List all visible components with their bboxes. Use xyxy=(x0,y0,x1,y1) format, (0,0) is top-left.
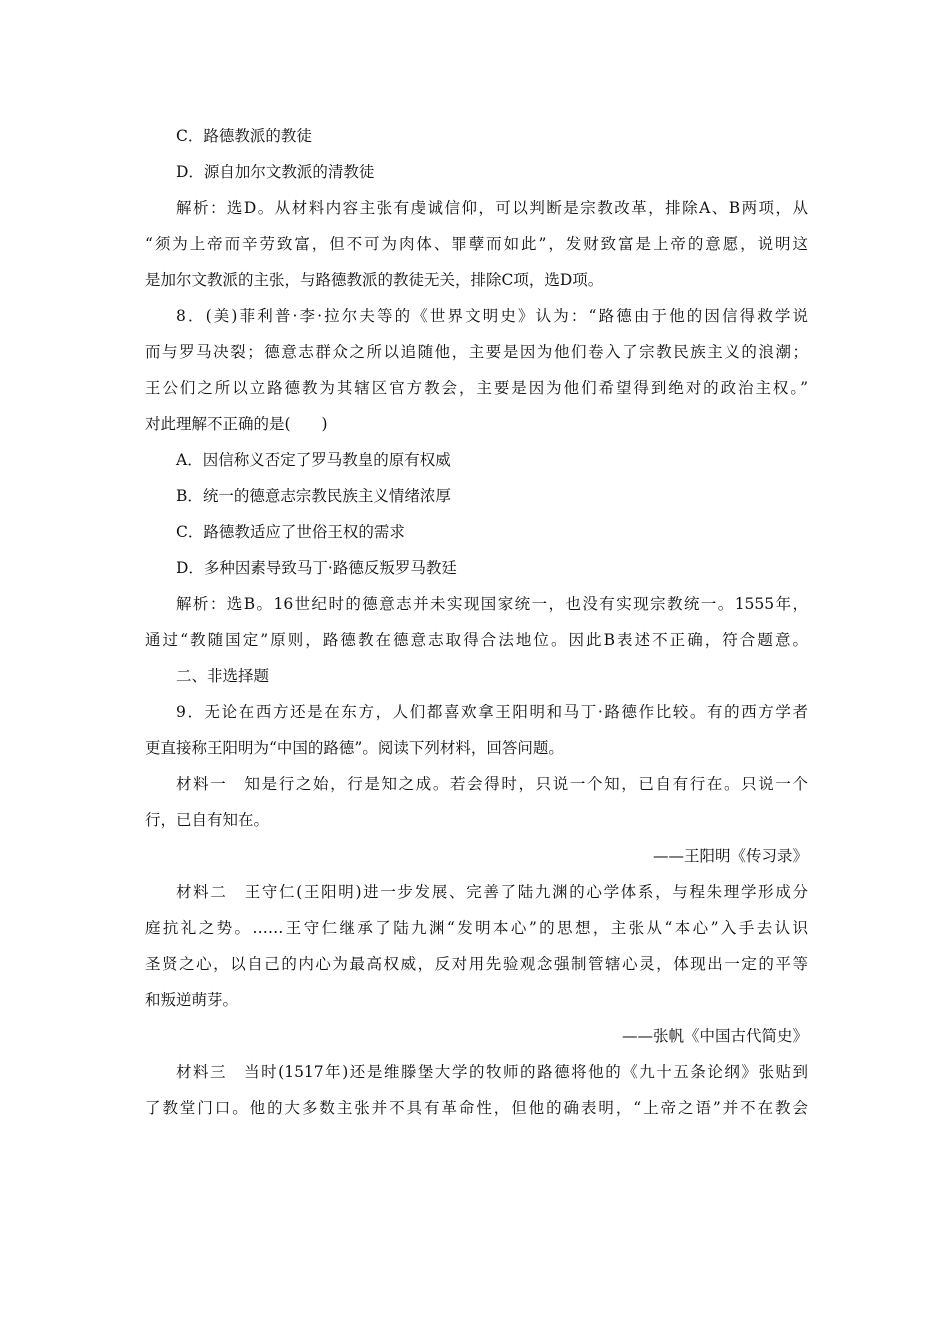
text-line: “须为上帝而辛劳致富，但不可为肉体、罪孽而如此”，发财致富是上帝的意愿，说明这 xyxy=(145,235,808,253)
text-line: 行，已自有知在。 xyxy=(145,811,270,829)
text-line: 二、非选择题 xyxy=(176,667,270,685)
text-line: 8．(美)菲利普·李·拉尔夫等的《世界文明史》认为：“路德由于他的因信得救学说 xyxy=(176,307,808,325)
text-line: D．源自加尔文教派的清教徒 xyxy=(176,163,375,181)
text-line: 9．无论在西方还是在东方，人们都喜欢拿王阳明和马丁·路德作比较。有的西方学者 xyxy=(176,703,808,721)
text-line: 材料三 当时(1517年)还是维滕堡大学的牧师的路德将他的《九十五条论纲》张贴到 xyxy=(176,1063,808,1081)
text-line: 解析：选B。16世纪时的德意志并未实现国家统一，也没有实现宗教统一。1555年， xyxy=(176,595,808,613)
text-line: 王公们之所以立路德教为其辖区官方教会，主要是因为他们希望得到绝对的政治主权。” xyxy=(145,379,808,397)
text-line: A．因信称义否定了罗马教皇的原有权威 xyxy=(176,451,451,469)
text-line: 对此理解不正确的是( ) xyxy=(145,415,328,433)
text-line: 材料一 知是行之始，行是知之成。若会得时，只说一个知，已自有行在。只说一个 xyxy=(176,775,808,793)
text-line: 更直接称王阳明为“中国的路德”。阅读下列材料，回答问题。 xyxy=(145,739,564,757)
text-line: 了教堂门口。他的大多数主张并不具有革命性，但他的确表明，“上帝之语”并不在教会 xyxy=(145,1099,808,1117)
text-line: 解析：选D。从材料内容主张有虔诚信仰，可以判断是宗教改革，排除A、B两项，从 xyxy=(176,199,808,217)
text-line: D．多种因素导致马丁·路德反叛罗马教廷 xyxy=(176,559,457,577)
text-line: 庭抗礼之势。……王守仁继承了陆九渊“发明本心”的思想，主张从“本心”入手去认识 xyxy=(145,919,808,937)
document-page xyxy=(145,118,808,1126)
text-line: C．路德教适应了世俗王权的需求 xyxy=(176,523,405,541)
text-line: 而与罗马决裂；德意志群众之所以追随他，主要是因为他们卷入了宗教民族主义的浪潮； xyxy=(145,343,808,361)
text-line: 圣贤之心，以自己的内心为最高权威，反对用先验观念强制管辖心灵，体现出一定的平等 xyxy=(145,955,808,973)
text-line: ——张帆《中国古代简史》 xyxy=(621,1027,808,1045)
text-line: ——王阳明《传习录》 xyxy=(652,847,808,865)
text-line: 是加尔文教派的主张，与路德教派的教徒无关，排除C项，选D项。 xyxy=(145,271,604,289)
text-line: 通过“教随国定”原则，路德教在德意志取得合法地位。因此B表述不正确，符合题意。 xyxy=(145,631,808,649)
text-line: B．统一的德意志宗教民族主义情绪浓厚 xyxy=(176,487,451,505)
text-line: 和叛逆萌芽。 xyxy=(145,991,239,1009)
text-line: C．路德教派的教徒 xyxy=(176,127,312,145)
text-line: 材料二 王守仁(王阳明)进一步发展、完善了陆九渊的心学体系，与程朱理学形成分 xyxy=(176,883,808,901)
